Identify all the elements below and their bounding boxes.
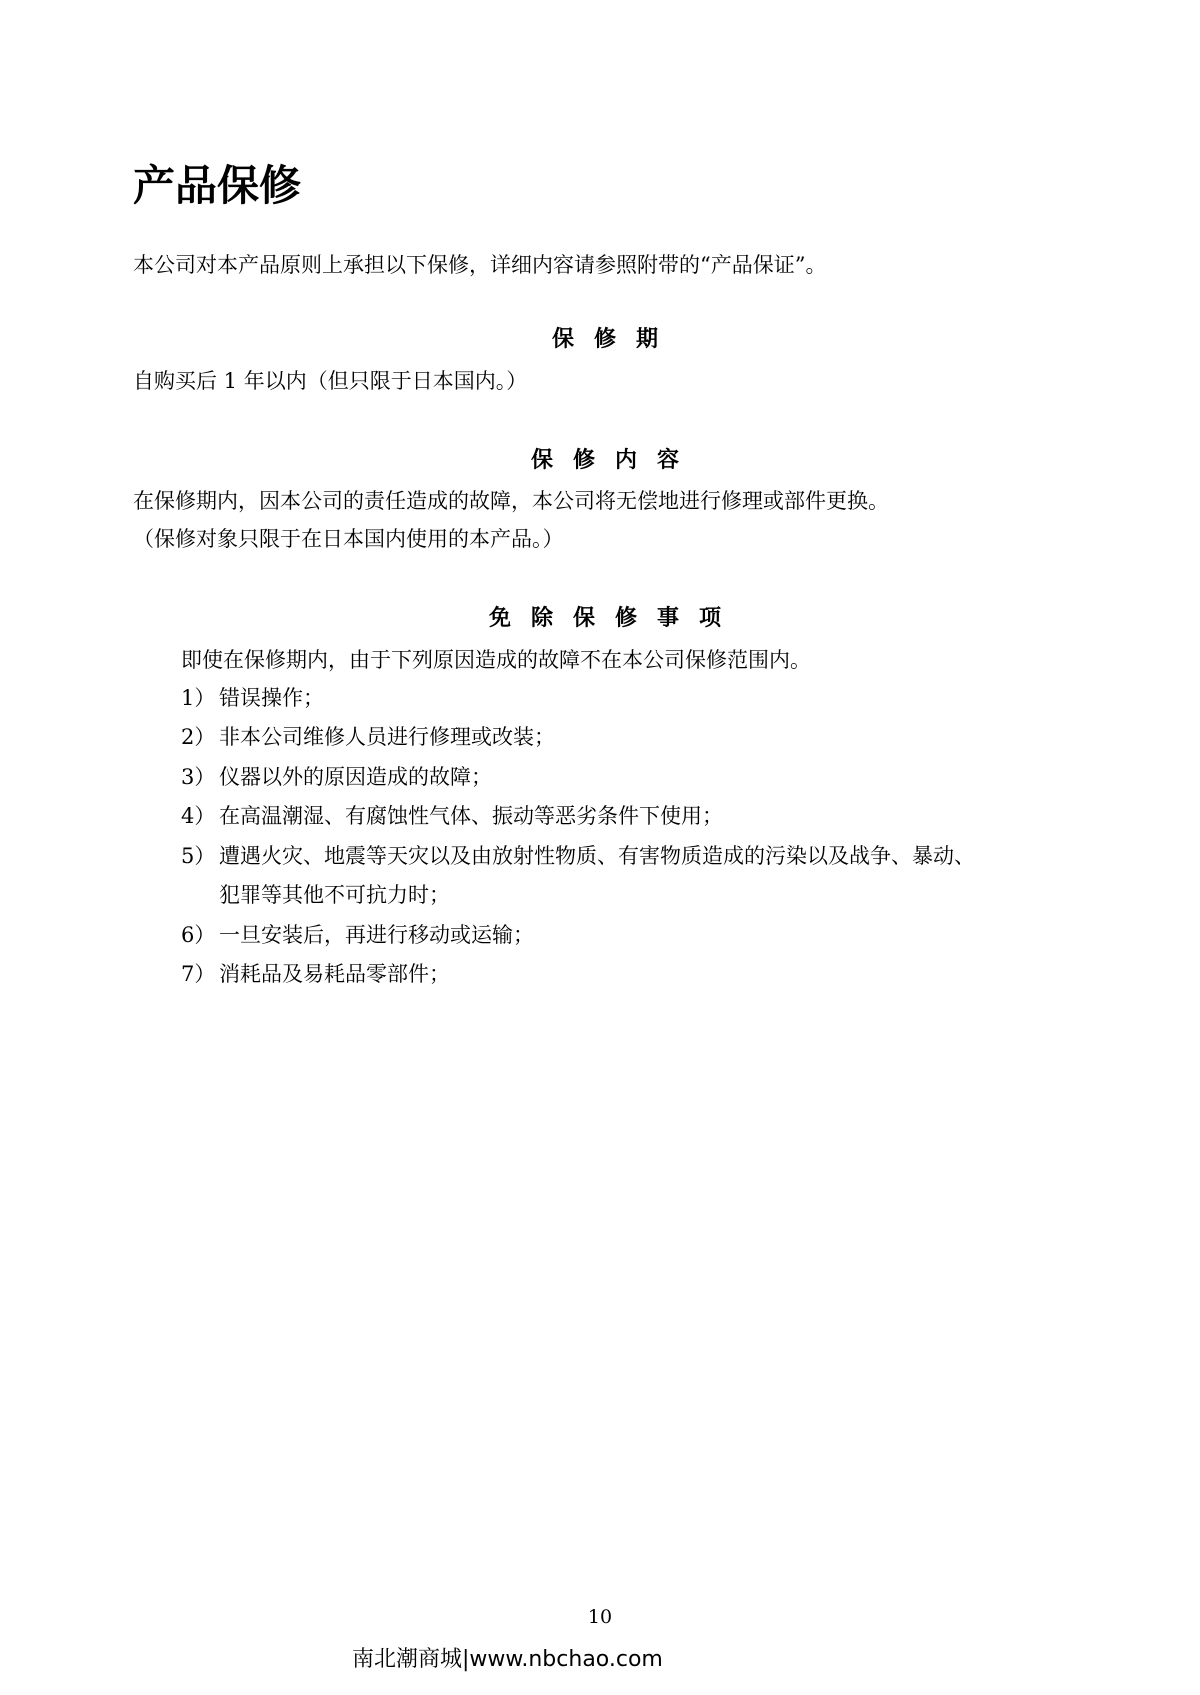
list-item-number: 6） xyxy=(181,923,216,947)
list-item-text: 遭遇火灾、地震等天灾以及由放射性物质、有害物质造成的污染以及战争、暴动、 xyxy=(219,844,975,868)
list-item-number: 1） xyxy=(181,686,216,710)
page-title: 产品保修 xyxy=(133,161,302,210)
list-item-number: 7） xyxy=(181,962,216,986)
list-item xyxy=(181,959,450,989)
intro-text: 本公司对本产品原则上承担以下保修，详细内容请参照附带的“产品保证”。 xyxy=(133,253,827,277)
list-item-text: 错误操作； xyxy=(219,686,324,710)
warranty-content-line-1: 在保修期内，因本公司的责任造成的故障，本公司将无偿地进行修理或部件更换。 xyxy=(133,489,889,513)
list-item-continuation: 犯罪等其他不可抗力时； xyxy=(219,883,450,907)
list-item xyxy=(181,683,324,713)
list-item-text: 在高温潮湿、有腐蚀性气体、振动等恶劣条件下使用； xyxy=(219,804,723,828)
list-item-number: 4） xyxy=(181,804,216,828)
list-item-text: 消耗品及易耗品零部件； xyxy=(219,962,450,986)
page-number: 10 xyxy=(587,1606,613,1628)
list-item-text: 非本公司维修人员进行修理或改装； xyxy=(219,725,555,749)
warranty-period-text: 自购买后 1 年以内（但只限于日本国内。） xyxy=(133,369,528,393)
footer-watermark: 南北潮商城|www.nbchao.com xyxy=(352,1647,663,1672)
list-item-number: 3） xyxy=(181,765,216,789)
list-item xyxy=(181,762,492,792)
exemptions-intro: 即使在保修期内，由于下列原因造成的故障不在本公司保修范围内。 xyxy=(181,648,811,672)
warranty-period-heading: 保修期 xyxy=(551,327,678,352)
exemptions-heading: 免除保修事项 xyxy=(488,606,741,631)
warranty-content-heading: 保修内容 xyxy=(530,448,699,473)
list-item xyxy=(181,920,534,950)
warranty-content-line-2: （保修对象只限于在日本国内使用的本产品。） xyxy=(133,527,564,551)
list-item-number: 2） xyxy=(181,725,216,749)
list-item xyxy=(181,841,975,871)
list-item xyxy=(181,801,723,831)
list-item-text: 仪器以外的原因造成的故障； xyxy=(219,765,492,789)
list-item-text: 一旦安装后，再进行移动或运输； xyxy=(219,923,534,947)
list-item xyxy=(181,722,555,752)
list-item-number: 5） xyxy=(181,844,216,868)
